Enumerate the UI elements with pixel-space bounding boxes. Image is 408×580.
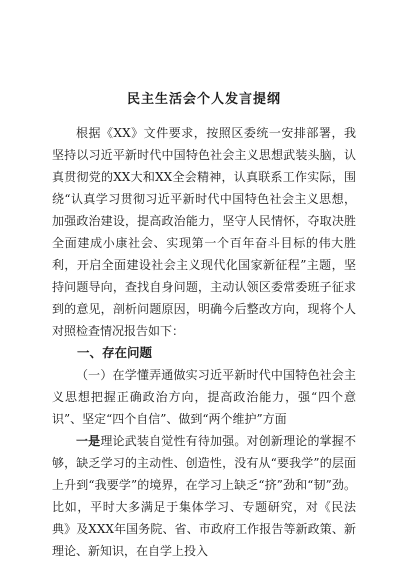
point-one-paragraph (52, 430, 356, 562)
subsection-paragraph: （一）在学懂弄通做实习近平新时代中国特色社会主义思想把握正确政治方向，提高政治能力，强“四个意识”、坚定“四个自信”、做到“两个维护”方面 (52, 368, 356, 426)
section-heading-problems: 一、存在问题 (77, 345, 153, 360)
point-one-lead: 一是 (76, 434, 101, 448)
point-one-body: 理论武装自觉性有待加强。对创新理论的掌握不够，缺乏学习的主动性、创造性，没有从“要我学”的层面上升到“我要学”的境界，在学习上缺乏“挤”劲和“韧”劲。比如，平时大多满足于集体学习、专题研究，对《民法典》及XXX年国务院、省、市政府工作报告等新政策、新理论、新知识，在自学上投入 (52, 434, 356, 558)
intro-paragraph: 根据《XX》文件要求，按照区委统一安排部署，我坚持以习近平新时代中国特色社会主义思想武装头脑，认真贯彻党的XX大和XX全会精神，认真联系工作实际，围绕“认真学习贯彻习近平新时代中国特色社会主义思想，加强政治建设，提高政治能力，坚守人民情怀，夺取决胜全面建成小康社会、实现第一个百年奋斗目标的伟大胜利，开启全面建设社会主义现代化国家新征程”主题，坚持问题导向，查找自身问题，主动认领区委常委班子征求到的意见，剖析问题原因，明确今后整改方向，现将个人对照检查情况报告如下： (52, 126, 356, 338)
document-title: 民主生活会个人发言提纲 (126, 92, 281, 107)
